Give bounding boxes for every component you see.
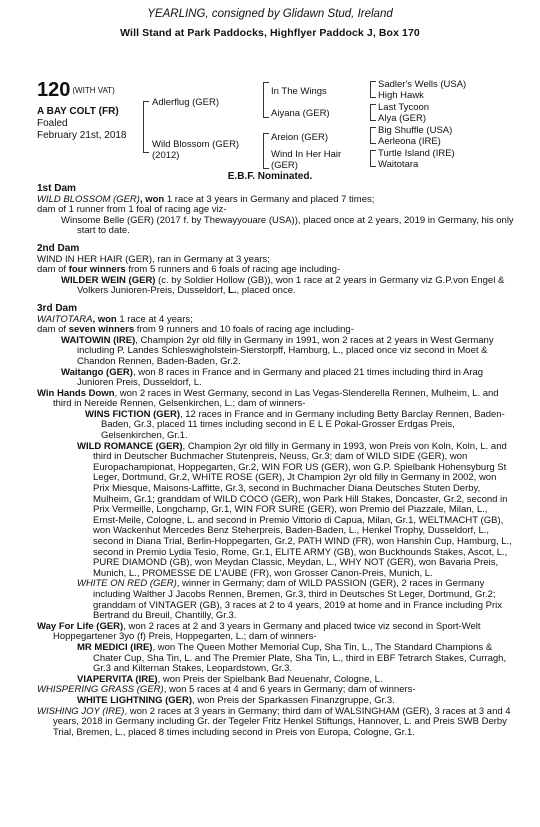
second-dam-record: WIND IN HER HAIR (GER), ran in Germany at 3 years; (37, 253, 270, 265)
lot-number: 120 (37, 79, 71, 101)
wins-fiction-record: , 12 races in France and in Germany including Betty Barclay Rennen, Baden-Baden, Gr.3, placed 11 times including second in E L E Pokal-Grosser Erdgas Preis, Gelsenkirchen, Gr.1. (101, 408, 505, 442)
pedigree-dam-year: (2012) (152, 150, 180, 161)
wilder-wein-record-end: , placed once. (236, 285, 296, 297)
first-dam-name: WILD BLOSSOM (GER) (37, 193, 140, 205)
first-dam-heading: 1st Dam (37, 183, 76, 194)
pedigree-brace-dam (263, 133, 269, 169)
pedigree-ggp-5: Big Shuffle (USA) (378, 125, 453, 136)
first-dam-record: 1 race at 3 years in Germany and placed 7 times; (164, 193, 375, 205)
wilder-wein-record: (c. by Soldier Hollow (GB)), won 1 race at 2 years in Germany viz G.P.von Engel & Volkers Junioren-Preis, Dusseldorf, (77, 274, 505, 297)
second-dam-winners-count: four winners (68, 264, 126, 276)
wins-fiction-name: WINS FICTION (GER) (85, 408, 180, 420)
third-dam-summary-a: dam of (37, 324, 69, 336)
way-for-life-record: , won 2 races at 2 and 3 years in Germany and placed twice viz second in Sport-Welt Hoppegartener 3yo (f) Preis, Hoppegarten, L.; dam of winners- (53, 620, 481, 643)
pedigree-brace-sire (263, 82, 269, 118)
white-on-red-name: WHITE ON RED (GER) (77, 578, 177, 590)
wilder-wein-listed: L. (228, 285, 237, 297)
pedigree-grandsire-2: Areion (GER) (271, 132, 329, 143)
viapervita-name: VIAPERVITA (IRE) (77, 673, 158, 685)
stand-location: Will Stand at Park Paddocks, Highflyer Paddock J, Box 170 (120, 27, 420, 39)
first-dam-produce-summary: dam of 1 runner from 1 foal of racing age viz- (37, 204, 227, 216)
pedigree-ggp-1: Sadler's Wells (USA) (378, 79, 467, 90)
third-dam-heading: 3rd Dam (37, 302, 78, 314)
win-hands-down-record: , won 2 races in West Germany, second in Las Vegas-Slenderella Rennen, Mulheim, L. and third in Nereide Rennen, Gelsenkirchen, L.; dam of winners- (53, 387, 499, 410)
pedigree-grandsire-1: In The Wings (271, 86, 327, 97)
wild-romance-record: , Champion 2yr old filly in Germany in 1993, won Preis von Koln, Koln, L. and third in Deutscher Buchmacher Stutenpreis, Neuss, Gr.3; dam of WILD SIDE (GER), won Europachampionat, Hoppegarten, Gr.2, WIN FOR US (GER), won G.P. Spielbank Hohensyburg St Leger, Dortmund, Gr.2, WHITE ROSE (GER), Jt Champion 2yr old filly in Germany in 2002, won Prix Miesque, Maisons-Laffitte, Gr.3, second in Buchmacher Diana Deutsches Stuten Derby, Mulheim, Gr.1; granddam of WILD COCO (GER), won Park Hill Stakes, Doncaster, Gr.2, second in Prix Vermeille, Longchamp, Gr.1, WIN FOR SURE (GER), won Premio del Piazzale, Milan, L., Ernst-Meile, Cologne, L. and second in Premio Vittorio di Capua, Milan, Gr.1, WELTMACHT (GB), won Wackenhut Mercedes Benz Steherpreis, Baden-Baden, L., Henkel Trophy, Dusseldorf, L., second in Diana Trial, Berlin-Hoppegarten, Gr.2, PATH WIND (FR), won Hanshin Cup, Hamburg, L., second in Premio Lydia Tesio, Rome, Gr.1, ELITE ARMY (GB), won Buckhounds Stakes, Ascot, L., PURE DIAMOND (GB), won Meydan Classic, Meydan, L., WHY NOT (GER), won Bavaria Preis, Munich, L., PROMESSE DE L'AUBE (FR), won Grosser Canon-Preis, Munich, L. (93, 440, 512, 579)
way-for-life-name: Way For Life (GER) (37, 620, 124, 632)
pedigree-brace-3 (370, 127, 376, 144)
wild-romance-name: WILD ROMANCE (GER) (77, 440, 183, 452)
foaled-date: February 21st, 2018 (37, 130, 127, 141)
mr-medici-name: MR MEDICI (IRE) (77, 641, 153, 653)
waitowin-name: WAITOWIN (IRE) (61, 334, 136, 346)
waitango-name: Waitango (GER) (61, 366, 133, 378)
white-lightning-name: WHITE LIGHTNING (GER) (77, 694, 193, 706)
wishing-joy-record: , won 2 races at 3 years in Germany; third dam of WALSINGHAM (GER), 3 races at 3 and 4 years, 2018 in Germany including Gr. der Tegeler Fritz Henkel Stiftungs, Hannover, L. and Preis SWB Derby Trial, Bremen, L., placed 8 times including second in Preis von Europa, Cologne, Gr.1. (53, 705, 511, 738)
whispering-grass-record: , won 5 races at 4 and 6 years in Germany; dam of winners- (163, 684, 416, 696)
second-dam-summary-a: dam of (37, 264, 69, 276)
pedigree-dam: Wild Blossom (GER) (152, 139, 240, 150)
pedigree-brace-4 (370, 150, 376, 167)
pedigree-sire: Adlerflug (GER) (152, 97, 220, 108)
third-dam-name: WAITOTARA (37, 313, 93, 325)
second-dam-heading: 2nd Dam (37, 242, 80, 254)
pedigree-brace-main (143, 101, 149, 153)
lot-info (37, 80, 127, 142)
pedigree-ggp-3: Last Tycoon (378, 102, 430, 113)
third-dam-winners-count: seven winners (68, 324, 135, 336)
pedigree-ggp-8: Waitotara (378, 159, 419, 170)
pedigree-granddam-2: Wind In Her Hair (271, 149, 342, 160)
third-dam-won: , won (92, 313, 117, 325)
pedigree-ggp-7: Turtle Island (IRE) (378, 148, 455, 159)
white-on-red-record: , winner in Germany; dam of WILD PASSION (GER), 2 races in Germany including Walther J Jacobs Rennen, Bremen, Gr.3, third in Deutsches St Leger, Dortmund, Gr.2; granddam of VINTAGER (GB), 3 races at 2 to 4 years, 2019 at home and in France including Prix Bertrand du Breuil, Chantilly, Gr.3. (93, 578, 503, 622)
lot-description: A BAY COLT (FR) (37, 106, 119, 117)
pedigree-ggp-4: Alya (GER) (378, 113, 427, 124)
pedigree-ggp-2: High Hawk (378, 90, 424, 101)
white-lightning-record: , won Preis der Sparkassen Finanzgruppe, Gr.3. (192, 694, 395, 706)
mr-medici-record: , won The Queen Mother Memorial Cup, Sha Tin, L., The Standard Champions & Chater Cup, Sha Tin, L. and The Premier Plate, Sha Tin, L., third in EBF Tetrarch Stakes, Curragh, Gr.3 and Kilternan Stakes, Leopardstown, Gr.3. (93, 641, 507, 675)
waitango-record: , won 8 races in France and in Germany and placed 21 times including third in Arag Junioren Preis, Dusseldorf, L. (77, 366, 484, 389)
foaled-label: Foaled (37, 118, 68, 129)
wishing-joy-name: WISHING JOY (IRE) (37, 705, 125, 717)
viapervita-record: , won Preis der Spielbank Bad Neuenahr, Cologne, L. (157, 673, 383, 685)
wilder-wein-name: WILDER WEIN (GER) (61, 274, 156, 286)
pedigree-ggp-6: Aerleona (IRE) (378, 136, 441, 147)
third-dam-summary-c: from 9 runners and 10 foals of racing age including- (134, 324, 354, 336)
waitowin-record: , Champion 2yr old filly in Germany in 1991, won 2 races at 2 years in West Germany including P. Landes Schleswigholstein-Sierstorpff, Hamburg, L., placed once viz second in Moet & Chandon Rennen, Baden-Baden, Gr.2. (77, 334, 494, 367)
second-dam-summary-c: from 5 runners and 6 foals of racing age including- (125, 264, 341, 276)
page-title: YEARLING, consigned by Glidawn Stud, Ireland (147, 8, 393, 20)
ebf-nomination: E.B.F. Nominated. (227, 171, 313, 182)
pedigree-brace-1 (370, 81, 376, 98)
third-dam-record: 1 race at 4 years; (116, 313, 193, 325)
first-dam-won: , won (139, 193, 165, 205)
win-hands-down-name: Win Hands Down (37, 387, 115, 399)
vat-note: (WITH VAT) (72, 86, 115, 95)
whispering-grass-name: WHISPERING GRASS (GER) (37, 684, 164, 696)
produce-record (37, 184, 515, 738)
pedigree-granddam-2-country: (GER) (271, 160, 298, 171)
first-dam-produce: Winsome Belle (GER) (2017 f. by Thewayyouare (USA)), placed once at 2 years, 2019 in Germany, his only start to date. (61, 214, 514, 237)
pedigree-granddam-1: Aiyana (GER) (271, 108, 330, 119)
pedigree-brace-2 (370, 104, 376, 121)
